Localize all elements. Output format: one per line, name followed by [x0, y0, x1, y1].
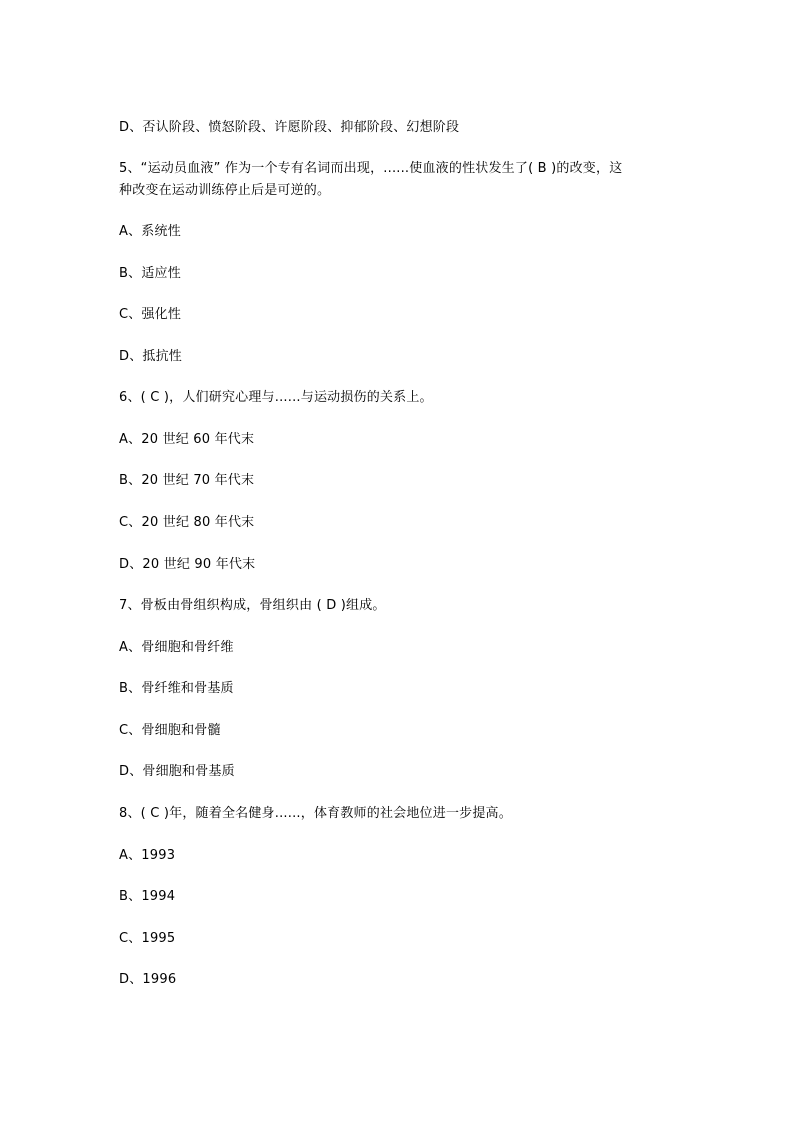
q6-stem: 6、( C )，人们研究心理与......与运动损伤的关系上。 — [119, 390, 433, 405]
q5-stem-line-2: 种改变在运动训练停止后是可逆的。 — [119, 183, 331, 198]
q8-option-a: A、1993 — [119, 848, 176, 863]
q5-stem-line-1: 5、“运动员血液” 作为一个专有名词而出现，......使血液的性状发生了( B )的改变，这 — [119, 161, 623, 176]
q8-option-b: B、1994 — [119, 889, 176, 904]
q5-option-d: D、抵抗性 — [119, 349, 183, 364]
q5-option-a: A、系统性 — [119, 224, 181, 239]
q7-option-b: B、骨纤维和骨基质 — [119, 681, 234, 696]
q6-option-c: C、20 世纪 80 年代末 — [119, 515, 255, 530]
q7-option-c: C、骨细胞和骨髓 — [119, 723, 221, 738]
q8-option-d: D、1996 — [119, 972, 177, 987]
q7-option-a: A、骨细胞和骨纤维 — [119, 640, 234, 655]
q8-stem: 8、( C )年，随着全名健身......，体育教师的社会地位进一步提高。 — [119, 806, 512, 821]
q5-option-c: C、强化性 — [119, 307, 182, 322]
q4-option-d: D、否认阶段、愤怒阶段、许愿阶段、抑郁阶段、幻想阶段 — [119, 120, 460, 135]
q5-option-b: B、适应性 — [119, 266, 181, 281]
q6-option-a: A、20 世纪 60 年代末 — [119, 432, 255, 447]
q6-option-b: B、20 世纪 70 年代末 — [119, 473, 255, 488]
q6-option-d: D、20 世纪 90 年代末 — [119, 557, 256, 572]
q7-option-d: D、骨细胞和骨基质 — [119, 764, 235, 779]
q8-option-c: C、1995 — [119, 931, 176, 946]
q7-stem: 7、骨板由骨组织构成，骨组织由 ( D )组成。 — [119, 598, 386, 613]
